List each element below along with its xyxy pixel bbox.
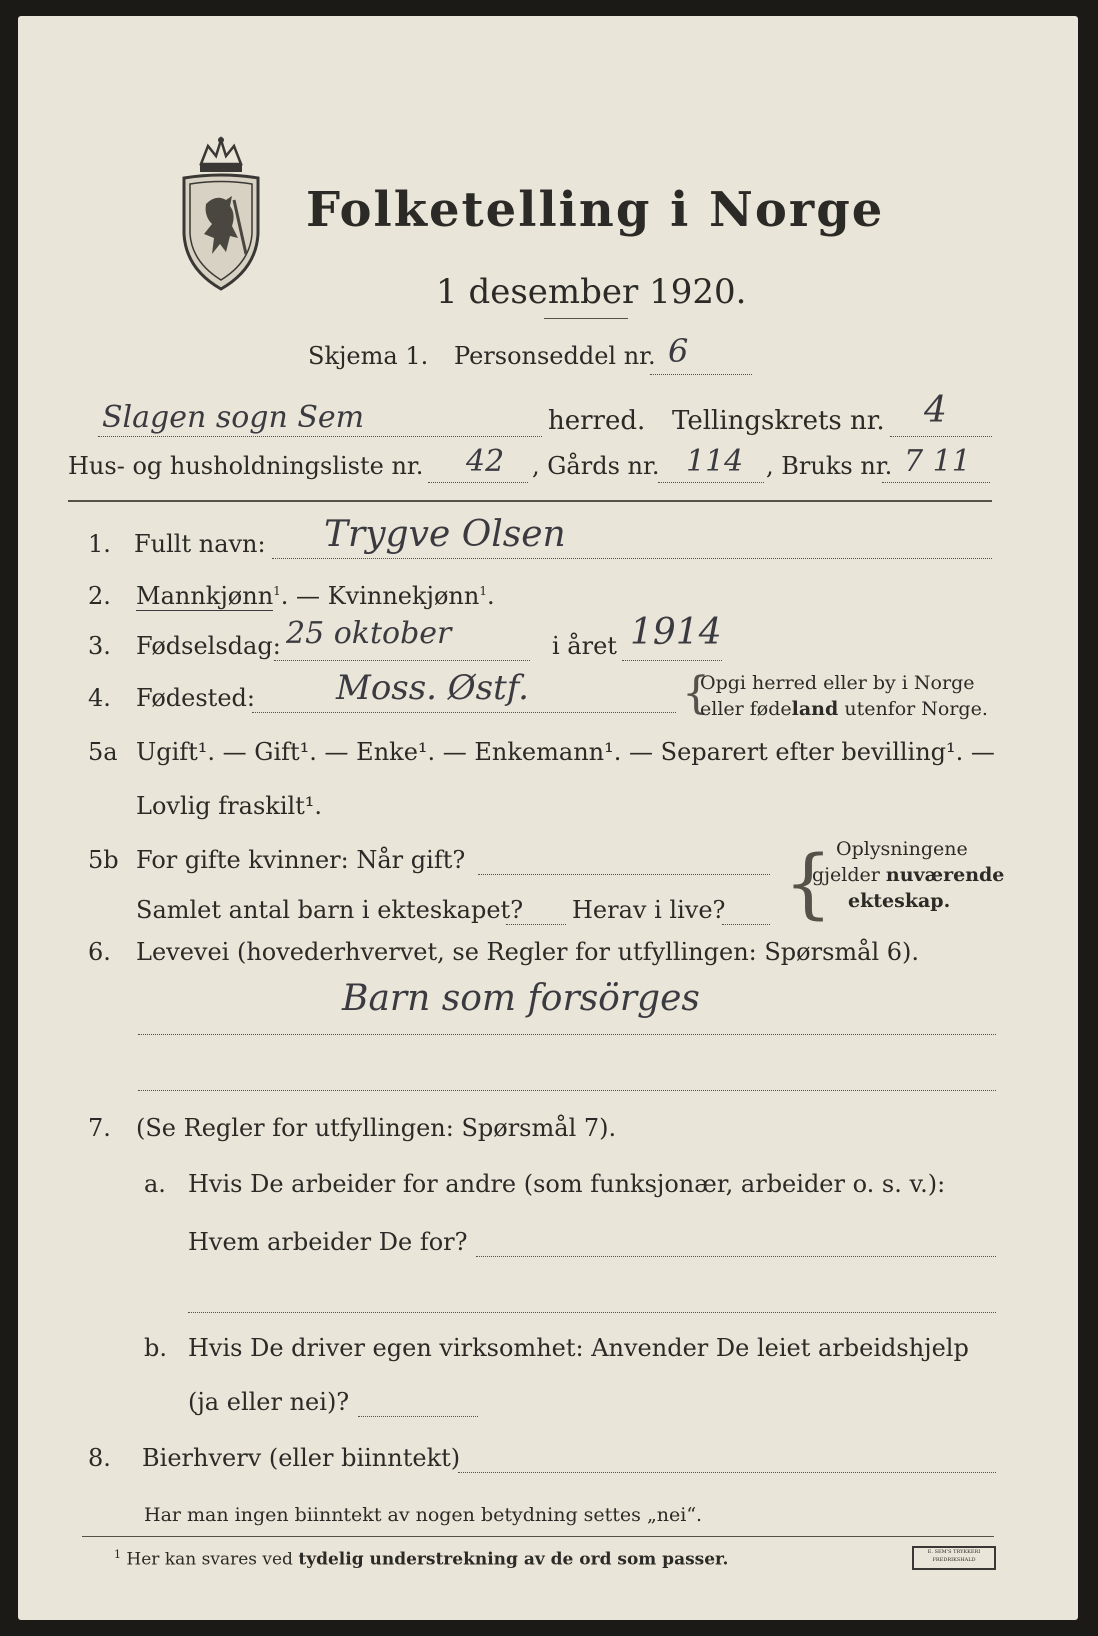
q3-year-value: 1914 (630, 612, 722, 653)
q7-number: 7. (88, 1114, 111, 1142)
q6-line1 (138, 1034, 996, 1035)
q4-line (252, 712, 676, 713)
q4-value: Moss. Østf. (336, 668, 529, 708)
q7b-line1: Hvis De driver egen virksomhet: Anvender De leiet arbeidshjelp (188, 1334, 969, 1362)
q4-label: Fødested: (136, 684, 255, 712)
bruks-label: , Bruks nr. (766, 452, 893, 480)
q6-label: Levevei (hovederhvervet, se Regler for utfyllingen: Spørsmål 6). (136, 938, 920, 966)
q2-female-footnote-mark: 1 (479, 584, 487, 598)
q8-label: Bierhverv (eller biinntekt) (142, 1444, 461, 1472)
norway-coat-of-arms-logo (176, 134, 266, 298)
q3-year-label: i året (552, 632, 617, 660)
q5b-brace: { (784, 838, 833, 927)
gards-label: , Gårds nr. (532, 452, 660, 480)
q6-value: Barn som forsörges (342, 978, 700, 1019)
q1-line (272, 558, 992, 559)
census-form-page (18, 16, 1078, 1620)
q1-number: 1. (88, 530, 111, 558)
q4-note-line1: Opgi herred eller by i Norge (700, 672, 975, 694)
q5b-number: 5b (88, 846, 119, 874)
footnote-number: 1 (114, 1548, 121, 1561)
q5b-line2b: Herav i live? (572, 896, 726, 924)
bruks-value: 7 11 (904, 444, 971, 479)
footnote-rule (82, 1536, 994, 1537)
q5b-children-line (506, 924, 566, 925)
q7-label: (Se Regler for utfyllingen: Spørsmål 7). (136, 1114, 617, 1142)
q5b-note1: Oplysningene (836, 838, 968, 860)
q7a-letter: a. (144, 1170, 166, 1198)
header-rule (68, 500, 992, 502)
tellingskrets-value: 4 (924, 390, 947, 431)
q4-note-b: land (791, 698, 839, 720)
husliste-label: Hus- og husholdningsliste nr. (68, 452, 424, 480)
footnote-text-b: tydelig understrekning av de ord som passer. (298, 1549, 729, 1570)
herred-value: Slagen sogn Sem (102, 400, 365, 435)
gards-value: 114 (686, 444, 744, 479)
q7b-letter: b. (144, 1334, 167, 1362)
q2-male-footnote-mark: 1 (273, 584, 281, 598)
q2-row (136, 582, 495, 610)
q7a-answer-line2 (188, 1312, 996, 1313)
skjema-label: Skjema 1. (308, 342, 429, 370)
q7b-answer-line (358, 1416, 478, 1417)
q4-brace: { (682, 668, 710, 719)
q7a-answer-line1 (476, 1256, 996, 1257)
bottom-note: Har man ingen biinntekt av nogen betydning settes „nei“. (144, 1504, 703, 1526)
q5a-line2: Lovlig fraskilt¹. (136, 792, 323, 820)
q2-end: . (486, 582, 495, 610)
form-title: Folketelling i Norge (306, 182, 885, 238)
q7a-line2: Hvem arbeider De for? (188, 1228, 468, 1256)
footnote (114, 1548, 728, 1570)
husliste-value: 42 (466, 444, 505, 479)
q4-number: 4. (88, 684, 111, 712)
q8-number: 8. (88, 1444, 111, 1472)
printer-stamp-text: E. SEM'S TRYKKERI FREDRIKSHALD (927, 1549, 981, 1563)
husliste-line (428, 482, 528, 483)
q2-female: Kvinnekjønn (327, 582, 480, 610)
q7b-line2: (ja eller nei)? (188, 1388, 350, 1416)
q3-year-line (622, 660, 722, 661)
q8-answer-line (458, 1472, 996, 1473)
q5b-note2a: gjelder (812, 864, 886, 886)
printer-stamp (912, 1546, 996, 1570)
q5b-line1: For gifte kvinner: Når gift? (136, 846, 466, 874)
tellingskrets-label: Tellingskrets nr. (672, 406, 885, 436)
q3-label: Fødselsdag: (136, 632, 281, 660)
q5a-line1: Ugift¹. — Gift¹. — Enke¹. — Enkemann¹. — Separert efter bevilling¹. — (136, 738, 995, 766)
q3-line (274, 660, 530, 661)
q5b-married-line (478, 874, 770, 875)
q5b-note3: ekteskap. (848, 890, 951, 912)
tellingskrets-line (890, 436, 992, 437)
q4-note-c: utenfor Norge. (838, 698, 988, 720)
q4-note-a: eller føde (700, 698, 792, 720)
q2-male: Mannkjønn (136, 582, 274, 610)
q3-number: 3. (88, 632, 111, 660)
q5b-alive-line (722, 924, 770, 925)
q3-value: 25 oktober (286, 616, 452, 651)
personseddel-label: Personseddel nr. (454, 342, 656, 370)
personseddel-line (650, 374, 752, 375)
q1-label: Fullt navn: (134, 530, 266, 558)
q5b-note2 (812, 864, 1004, 886)
bruks-line (882, 482, 990, 483)
title-rule (544, 318, 628, 319)
herred-label: herred. (548, 406, 646, 436)
footnote-text-a: Her kan svares ved (126, 1549, 299, 1570)
q2-separator: . — (280, 582, 321, 610)
q5b-note2b: nuværende (885, 864, 1005, 886)
q6-line2 (138, 1090, 996, 1091)
q4-note-line2 (700, 698, 988, 720)
q6-number: 6. (88, 938, 111, 966)
q2-number: 2. (88, 582, 111, 610)
q1-value: Trygve Olsen (324, 514, 566, 555)
census-date: 1 desember 1920. (436, 272, 747, 312)
personseddel-value: 6 (668, 332, 689, 370)
q5a-number: 5a (88, 738, 118, 766)
q5b-line2a: Samlet antal barn i ekteskapet? (136, 896, 524, 924)
herred-line (98, 436, 542, 437)
q7a-line1: Hvis De arbeider for andre (som funksjonær, arbeider o. s. v.): (188, 1170, 946, 1198)
gards-line (658, 482, 764, 483)
